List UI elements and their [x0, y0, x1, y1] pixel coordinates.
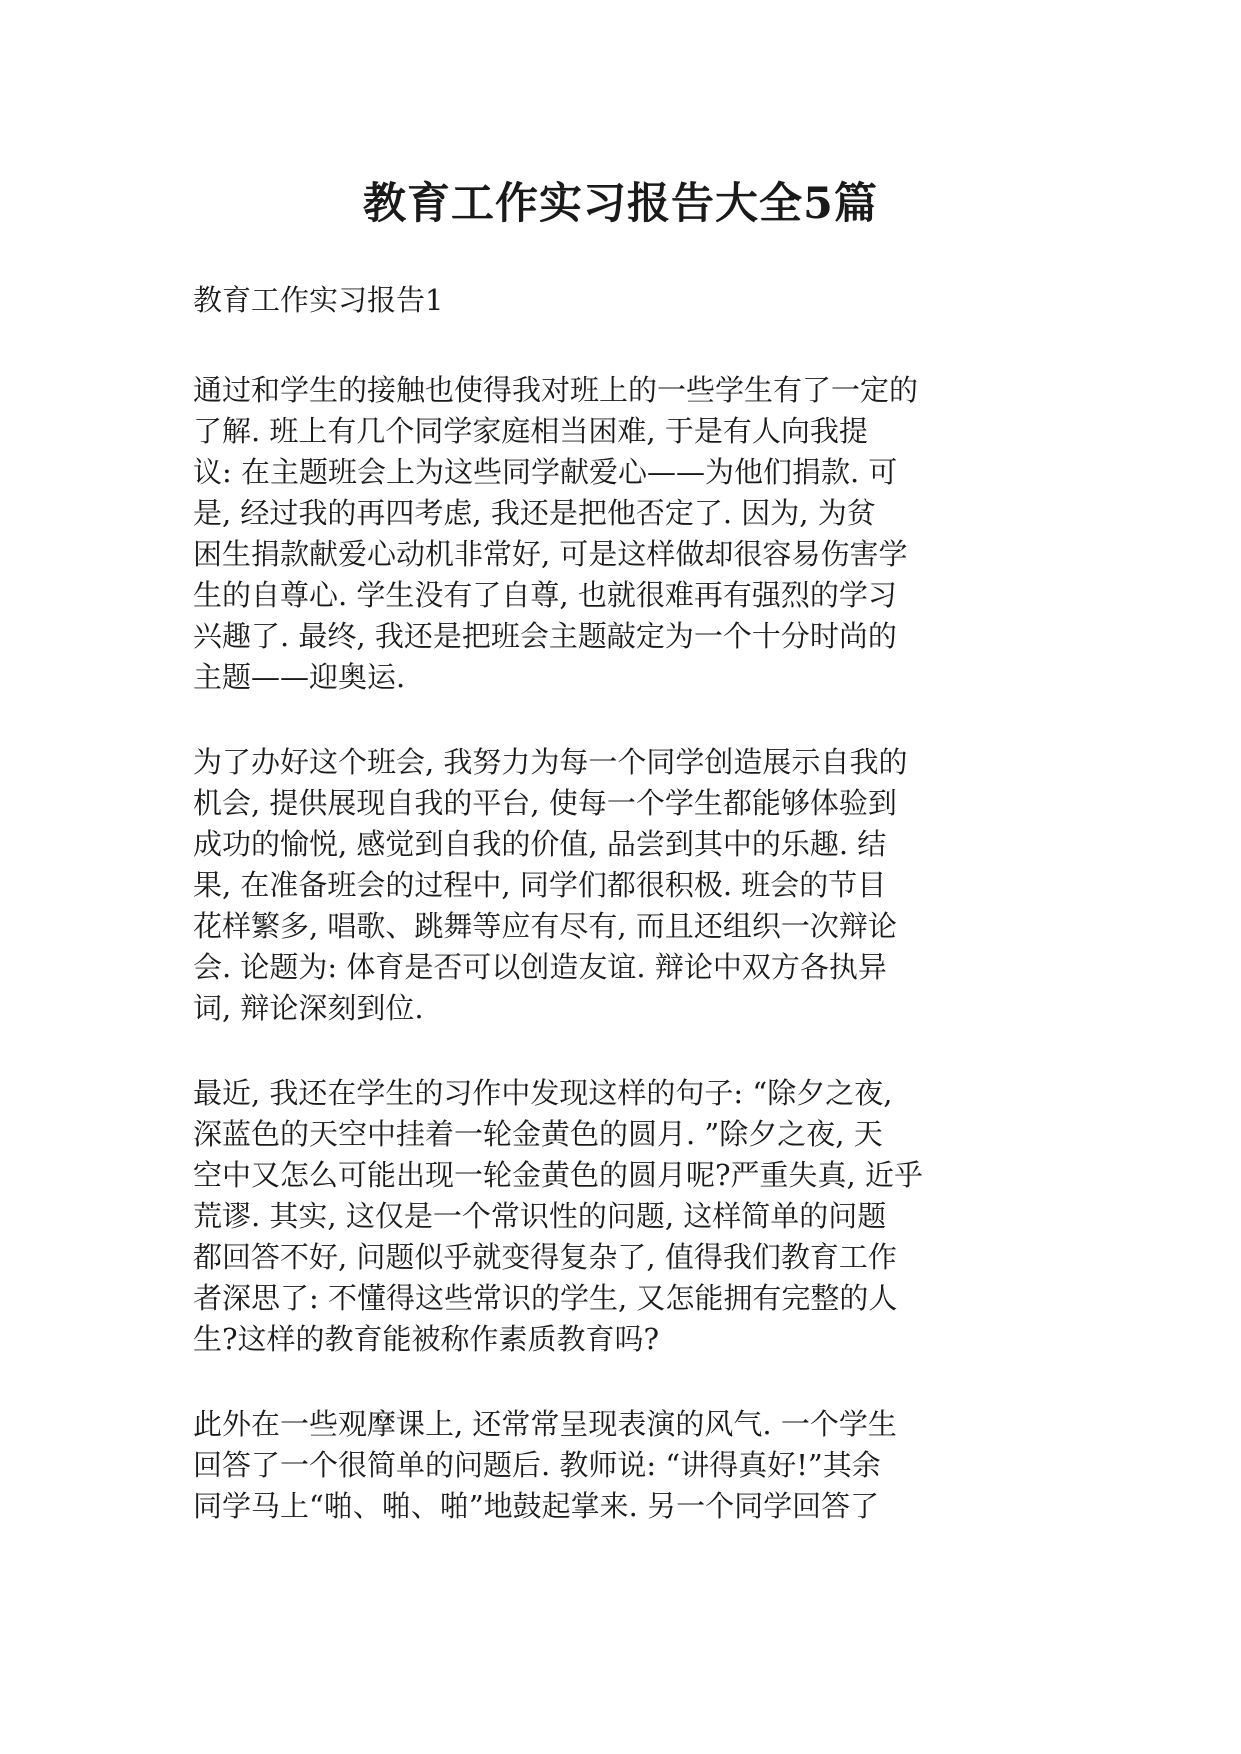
text-line: 困生捐款献爱心动机非常好, 可是这样做却很容易伤害学 [193, 537, 908, 571]
text-line: 花样繁多, 唱歌、跳舞等应有尽有, 而且还组织一次辩论 [193, 909, 897, 943]
text-line: 通过和学生的接触也使得我对班上的一些学生有了一定的 [193, 373, 919, 407]
text-line: 空中又怎么可能出现一轮金黄色的圆月呢?严重失真, 近乎 [193, 1158, 923, 1192]
text-line: 机会, 提供展现自我的平台, 使每一个学生都能够体验到 [193, 786, 897, 820]
text-line: 此外在一些观摩课上, 还常常呈现表演的风气. 一个学生 [193, 1407, 897, 1441]
text-line: 深蓝色的天空中挂着一轮金黄色的圆月. ”除夕之夜, 天 [193, 1117, 883, 1151]
text-line: 了解. 班上有几个同学家庭相当困难, 于是有人向我提 [193, 414, 868, 448]
text-line: 生的自尊心. 学生没有了自尊, 也就很难再有强烈的学习 [193, 578, 897, 612]
text-line: 会. 论题为: 体育是否可以创造友谊. 辩论中双方各执异 [193, 950, 887, 984]
text-line: 果, 在准备班会的过程中, 同学们都很积极. 班会的节目 [193, 868, 887, 902]
paragraph-1 [193, 370, 1025, 698]
text-line: 为了办好这个班会, 我努力为每一个同学创造展示自我的 [193, 745, 908, 779]
text-line: 荒谬. 其实, 这仅是一个常识性的问题, 这样简单的问题 [193, 1199, 887, 1233]
text-line: 同学马上“啪、啪、啪”地鼓起掌来. 另一个同学回答了 [193, 1489, 880, 1523]
text-line: 生?这样的教育能被称作素质教育吗? [193, 1322, 660, 1356]
text-line: 回答了一个很简单的问题后. 教师说: “讲得真好!”其余 [193, 1448, 881, 1482]
document-body [193, 280, 1025, 1571]
document-title: 教育工作实习报告大全5篇 [363, 179, 878, 229]
text-line: 最近, 我还在学生的习作中发现这样的句子: “除夕之夜, [193, 1076, 893, 1110]
text-line: 都回答不好, 问题似乎就变得复杂了, 值得我们教育工作 [193, 1240, 897, 1274]
text-line: 是, 经过我的再四考虑, 我还是把他否定了. 因为, 为贫 [193, 496, 876, 530]
text-line: 主题——迎奥运. [193, 660, 406, 694]
text-line: 议: 在主题班会上为这些同学献爱心——为他们捐款. 可 [193, 455, 898, 489]
paragraph-4 [193, 1404, 1025, 1527]
text-line: 者深思了: 不懂得这些常识的学生, 又怎能拥有完整的人 [193, 1281, 898, 1315]
paragraph-3 [193, 1073, 1025, 1360]
paragraph-2 [193, 742, 1025, 1029]
section-heading: 教育工作实习报告1 [193, 283, 444, 317]
text-line: 成功的愉悦, 感觉到自我的价值, 品尝到其中的乐趣. 结 [193, 827, 887, 861]
text-line: 词, 辩论深刻到位. [193, 991, 424, 1025]
text-line: 兴趣了. 最终, 我还是把班会主题敲定为一个十分时尚的 [193, 619, 897, 653]
